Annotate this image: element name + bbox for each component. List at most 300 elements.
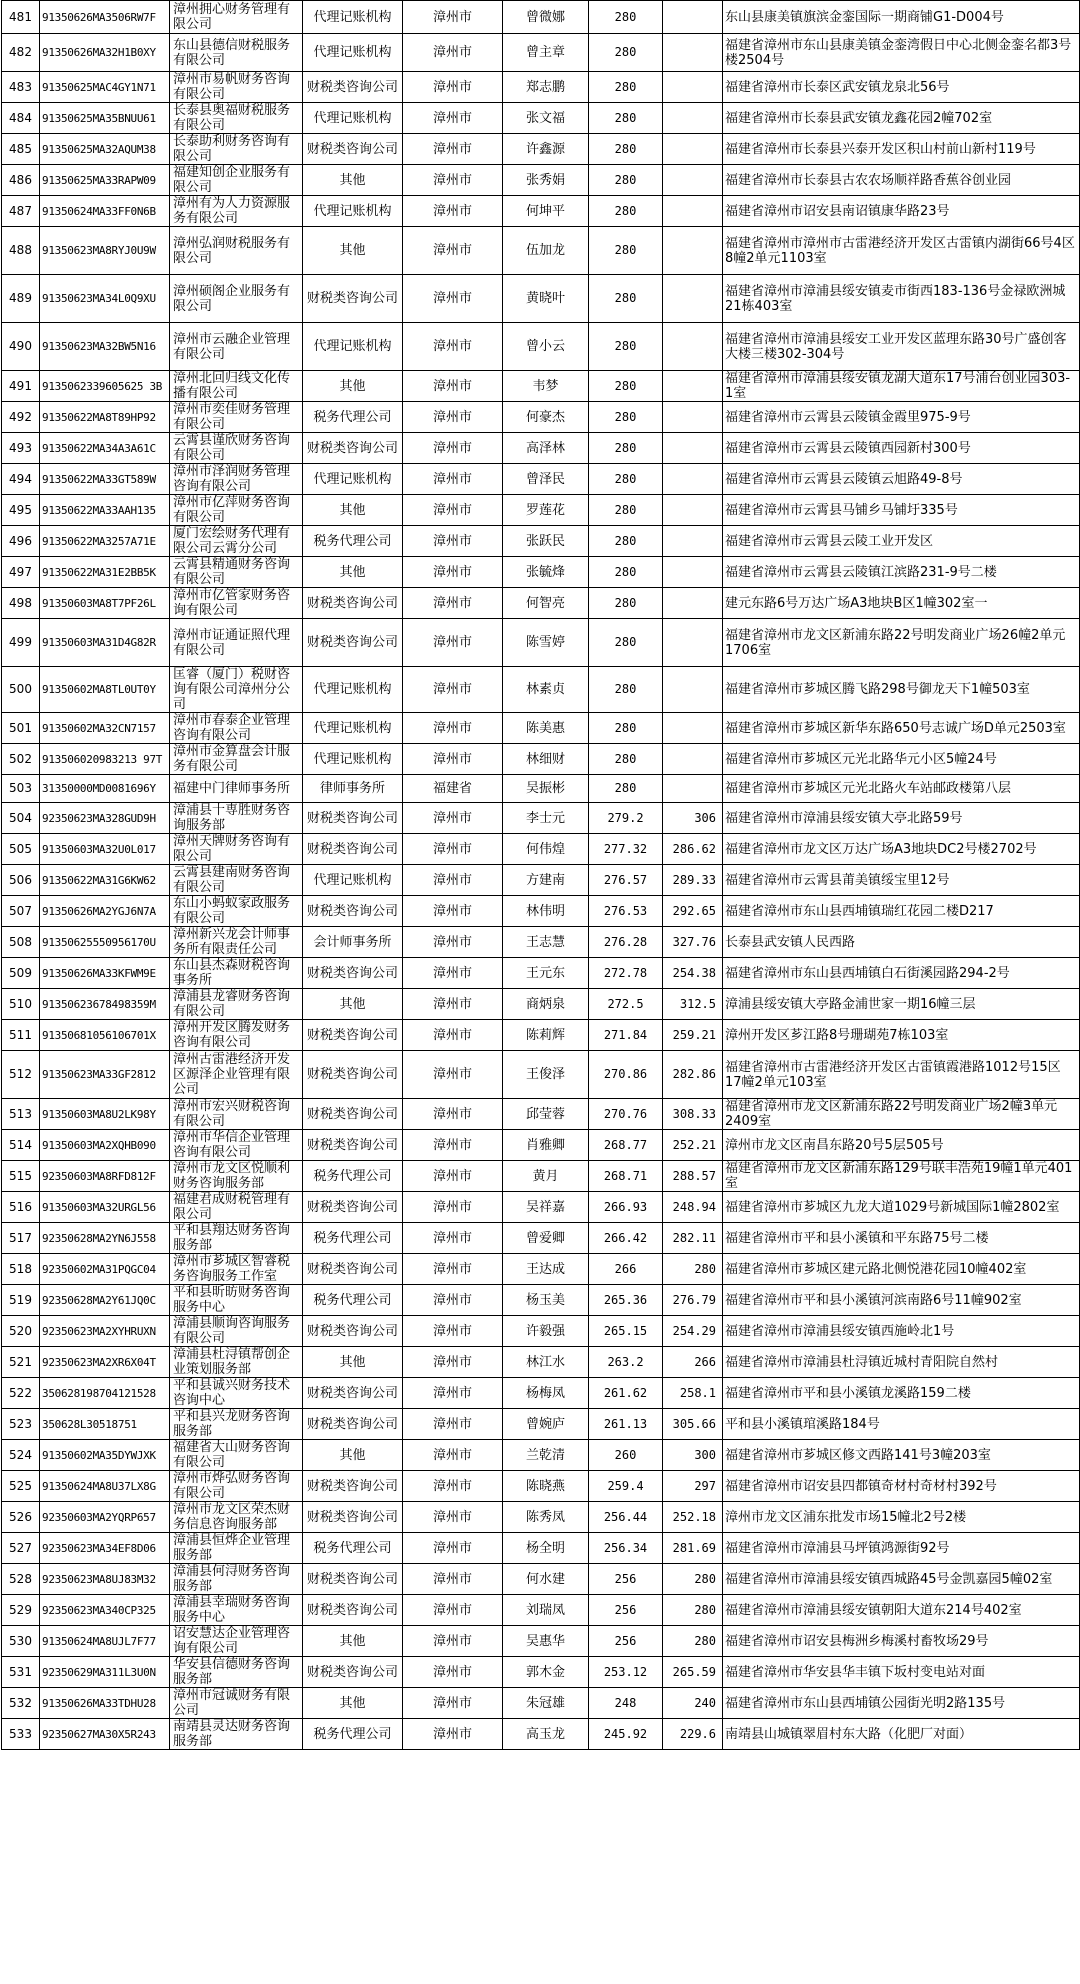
company-name-cell: 福建君成财税管理有限公司: [170, 1192, 303, 1223]
table-row: [2, 1657, 1080, 1688]
contact-person-cell: 王元东: [503, 958, 589, 989]
city-cell: 漳州市: [403, 896, 503, 927]
score-1-cell: 270.76: [589, 1099, 663, 1130]
row-number-cell: 511: [2, 1020, 40, 1051]
row-number-cell: 490: [2, 323, 40, 371]
row-number-cell: 530: [2, 1626, 40, 1657]
credit-code-cell: 91350624MA8U37LX8G: [40, 1471, 170, 1502]
address-cell: 福建省漳州市东山县康美镇金銮湾假日中心北侧金銮名都3号楼2504号: [723, 34, 1080, 72]
address-cell: 福建省漳州市长泰县古农农场顺祥路香蕉谷创业园: [723, 165, 1080, 196]
score-2-cell: 292.65: [663, 896, 723, 927]
contact-person-cell: 曾小云: [503, 323, 589, 371]
score-1-cell: 265.15: [589, 1316, 663, 1347]
agency-type-cell: 代理记账机构: [303, 323, 403, 371]
company-name-cell: 漳州新兴龙会计师事务所有限责任公司: [170, 927, 303, 958]
row-number-cell: 528: [2, 1564, 40, 1595]
score-1-cell: 280: [589, 165, 663, 196]
address-cell: 福建省漳州市漳浦县绥安镇西施岭北1号: [723, 1316, 1080, 1347]
row-number-cell: 498: [2, 588, 40, 619]
agency-type-cell: 其他: [303, 989, 403, 1020]
city-cell: 漳州市: [403, 1440, 503, 1471]
score-2-cell: 286.62: [663, 834, 723, 865]
city-cell: 漳州市: [403, 557, 503, 588]
credit-code-cell: 91350622MA31G6KW62: [40, 865, 170, 896]
agency-type-cell: 税务代理公司: [303, 1533, 403, 1564]
company-name-cell: 漳州市亿萍财务咨询有限公司: [170, 495, 303, 526]
address-cell: 福建省漳州市云霄县云陵镇云旭路49-8号: [723, 464, 1080, 495]
credit-code-cell: 92350603MA2YQRP657: [40, 1502, 170, 1533]
row-number-cell: 532: [2, 1688, 40, 1719]
address-cell: 福建省漳州市芗城区元光北路华元小区5幢24号: [723, 744, 1080, 775]
score-1-cell: 276.57: [589, 865, 663, 896]
credit-code-cell: 91350681056106701X: [40, 1020, 170, 1051]
row-number-cell: 488: [2, 227, 40, 275]
company-name-cell: 漳州市证通证照代理有限公司: [170, 619, 303, 667]
company-name-cell: 漳州市易帆财务咨询有限公司: [170, 72, 303, 103]
contact-person-cell: 曾泽民: [503, 464, 589, 495]
city-cell: 漳州市: [403, 1316, 503, 1347]
score-2-cell: 297: [663, 1471, 723, 1502]
credit-code-cell: 91350603MA31D4G82R: [40, 619, 170, 667]
contact-person-cell: 韦梦: [503, 371, 589, 402]
contact-person-cell: 张秀娟: [503, 165, 589, 196]
score-2-cell: 282.86: [663, 1051, 723, 1099]
city-cell: 漳州市: [403, 1626, 503, 1657]
city-cell: 漳州市: [403, 1099, 503, 1130]
contact-person-cell: 吴惠华: [503, 1626, 589, 1657]
address-cell: 福建省漳州市漳浦县绥安镇麦市街西183-136号金禄欧洲城21栋403室: [723, 275, 1080, 323]
credit-code-cell: 9135062339605625 3B: [40, 371, 170, 402]
score-1-cell: 272.5: [589, 989, 663, 1020]
city-cell: 漳州市: [403, 1533, 503, 1564]
city-cell: 漳州市: [403, 1347, 503, 1378]
score-1-cell: 280: [589, 433, 663, 464]
credit-code-cell: 91350625MA35BNUU61: [40, 103, 170, 134]
city-cell: 漳州市: [403, 588, 503, 619]
company-name-cell: 漳州市龙文区荣杰财务信息咨询服务部: [170, 1502, 303, 1533]
table-row: [2, 134, 1080, 165]
agency-type-cell: 代理记账机构: [303, 103, 403, 134]
score-1-cell: 272.78: [589, 958, 663, 989]
company-name-cell: 东山县杰森财税咨询事务所: [170, 958, 303, 989]
contact-person-cell: 陈美惠: [503, 713, 589, 744]
score-1-cell: 277.32: [589, 834, 663, 865]
credit-code-cell: 91350625MA33RAPW09: [40, 165, 170, 196]
score-1-cell: 280: [589, 526, 663, 557]
credit-code-cell: 92350623MA34EF8D06: [40, 1533, 170, 1564]
company-name-cell: 云霄县精通财务咨询有限公司: [170, 557, 303, 588]
contact-person-cell: 林伟明: [503, 896, 589, 927]
agency-type-cell: 代理记账机构: [303, 34, 403, 72]
contact-person-cell: 许鑫源: [503, 134, 589, 165]
agency-type-cell: 代理记账机构: [303, 667, 403, 713]
row-number-cell: 520: [2, 1316, 40, 1347]
company-name-cell: 平和县翔达财务咨询服务部: [170, 1223, 303, 1254]
score-1-cell: 280: [589, 619, 663, 667]
company-name-cell: 福建中门律师事务所: [170, 775, 303, 803]
address-cell: 福建省漳州市漳浦县绥安镇朝阳大道东214号402室: [723, 1595, 1080, 1626]
score-1-cell: 256: [589, 1564, 663, 1595]
table-row: [2, 1688, 1080, 1719]
row-number-cell: 521: [2, 1347, 40, 1378]
credit-code-cell: 92350602MA31PQGC04: [40, 1254, 170, 1285]
score-2-cell: 281.69: [663, 1533, 723, 1564]
score-1-cell: 259.4: [589, 1471, 663, 1502]
company-name-cell: 漳浦县幸瑞财务咨询服务中心: [170, 1595, 303, 1626]
row-number-cell: 508: [2, 927, 40, 958]
contact-person-cell: 王志慧: [503, 927, 589, 958]
company-name-cell: 东山小蚂蚁家政服务有限公司: [170, 896, 303, 927]
agency-type-cell: 代理记账机构: [303, 865, 403, 896]
score-2-cell: 276.79: [663, 1285, 723, 1316]
score-2-cell: 259.21: [663, 1020, 723, 1051]
city-cell: 漳州市: [403, 1020, 503, 1051]
agency-type-cell: 税务代理公司: [303, 526, 403, 557]
row-number-cell: 517: [2, 1223, 40, 1254]
score-1-cell: 268.77: [589, 1130, 663, 1161]
table-row: [2, 1254, 1080, 1285]
company-name-cell: 漳州古雷港经济开发区源泽企业管理有限公司: [170, 1051, 303, 1099]
row-number-cell: 514: [2, 1130, 40, 1161]
score-1-cell: 280: [589, 667, 663, 713]
agency-type-cell: 财税类咨询公司: [303, 1595, 403, 1626]
agency-type-cell: 其他: [303, 1440, 403, 1471]
table-row: [2, 1502, 1080, 1533]
credit-code-cell: 91350626MA3506RW7F: [40, 1, 170, 34]
row-number-cell: 486: [2, 165, 40, 196]
table-row: [2, 803, 1080, 834]
address-cell: 福建省漳州市云霄县云陵镇江滨路231-9号二楼: [723, 557, 1080, 588]
agency-type-cell: 其他: [303, 371, 403, 402]
credit-code-cell: 91350624MA33FF0N6B: [40, 196, 170, 227]
city-cell: 漳州市: [403, 803, 503, 834]
contact-person-cell: 林江水: [503, 1347, 589, 1378]
company-name-cell: 漳浦县何浔财务咨询服务部: [170, 1564, 303, 1595]
row-number-cell: 510: [2, 989, 40, 1020]
address-cell: 福建省漳州市东山县西埔镇瑞红花园二楼D217: [723, 896, 1080, 927]
city-cell: 漳州市: [403, 103, 503, 134]
credit-code-cell: 91350625MAC4GY1N71: [40, 72, 170, 103]
contact-person-cell: 高泽林: [503, 433, 589, 464]
company-name-cell: 漳浦县恒烨企业管理服务部: [170, 1533, 303, 1564]
city-cell: 漳州市: [403, 834, 503, 865]
company-name-cell: 长泰县奥福财税服务有限公司: [170, 103, 303, 134]
credit-code-cell: 91350603MA32U0L017: [40, 834, 170, 865]
table-row: [2, 1130, 1080, 1161]
agency-type-cell: 财税类咨询公司: [303, 588, 403, 619]
company-name-cell: 漳州市云融企业管理有限公司: [170, 323, 303, 371]
contact-person-cell: 郭木金: [503, 1657, 589, 1688]
score-1-cell: 276.53: [589, 896, 663, 927]
company-name-cell: 漳浦县十専胜财务咨询服务部: [170, 803, 303, 834]
row-number-cell: 533: [2, 1719, 40, 1750]
score-2-cell: 305.66: [663, 1409, 723, 1440]
score-2-cell: 300: [663, 1440, 723, 1471]
score-1-cell: 260: [589, 1440, 663, 1471]
city-cell: 漳州市: [403, 713, 503, 744]
score-2-cell: 254.38: [663, 958, 723, 989]
company-name-cell: 云霄县谨欣财务咨询有限公司: [170, 433, 303, 464]
score-1-cell: 268.71: [589, 1161, 663, 1192]
address-cell: 福建省漳州市华安县华丰镇下坂村变电站对面: [723, 1657, 1080, 1688]
row-number-cell: 497: [2, 557, 40, 588]
table-row: [2, 402, 1080, 433]
city-cell: 漳州市: [403, 495, 503, 526]
score-2-cell: [663, 667, 723, 713]
table-row: [2, 1440, 1080, 1471]
row-number-cell: 509: [2, 958, 40, 989]
agency-type-cell: 财税类咨询公司: [303, 619, 403, 667]
row-number-cell: 501: [2, 713, 40, 744]
score-1-cell: 266.42: [589, 1223, 663, 1254]
score-1-cell: 280: [589, 34, 663, 72]
company-name-cell: 漳州开发区腾发财务咨询有限公司: [170, 1020, 303, 1051]
agency-type-cell: 会计师事务所: [303, 927, 403, 958]
score-1-cell: 280: [589, 72, 663, 103]
score-2-cell: [663, 34, 723, 72]
row-number-cell: 496: [2, 526, 40, 557]
score-1-cell: 261.62: [589, 1378, 663, 1409]
address-cell: 福建省漳州市芗城区建元路北侧悦港花园10幢402室: [723, 1254, 1080, 1285]
address-cell: 福建省漳州市漳浦县杜浔镇近城村青阳院自然村: [723, 1347, 1080, 1378]
score-1-cell: 280: [589, 713, 663, 744]
row-number-cell: 522: [2, 1378, 40, 1409]
agency-type-cell: 税务代理公司: [303, 402, 403, 433]
table-row: [2, 1471, 1080, 1502]
address-cell: 平和县小溪镇琯溪路184号: [723, 1409, 1080, 1440]
address-cell: 福建省漳州市平和县小溪镇河滨南路6号11幢902室: [723, 1285, 1080, 1316]
row-number-cell: 506: [2, 865, 40, 896]
credit-code-cell: 91350603MA2XQHB090: [40, 1130, 170, 1161]
table-row: [2, 1564, 1080, 1595]
contact-person-cell: 曾主章: [503, 34, 589, 72]
address-cell: 福建省漳州市漳浦县绥安镇大亭北路59号: [723, 803, 1080, 834]
contact-person-cell: 杨梅凤: [503, 1378, 589, 1409]
agency-type-cell: 财税类咨询公司: [303, 1409, 403, 1440]
contact-person-cell: 方建南: [503, 865, 589, 896]
row-number-cell: 495: [2, 495, 40, 526]
table-row: [2, 323, 1080, 371]
row-number-cell: 481: [2, 1, 40, 34]
row-number-cell: 502: [2, 744, 40, 775]
agency-type-cell: 税务代理公司: [303, 1161, 403, 1192]
company-name-cell: 福建知创企业服务有限公司: [170, 165, 303, 196]
address-cell: 福建省漳州市龙文区万达广场A3地块DC2号楼2702号: [723, 834, 1080, 865]
row-number-cell: 516: [2, 1192, 40, 1223]
table-row: [2, 103, 1080, 134]
agency-type-cell: 财税类咨询公司: [303, 958, 403, 989]
contact-person-cell: 曾微娜: [503, 1, 589, 34]
score-2-cell: [663, 588, 723, 619]
score-1-cell: 256.44: [589, 1502, 663, 1533]
credit-code-cell: 913506020983213 97T: [40, 744, 170, 775]
agency-type-cell: 财税类咨询公司: [303, 275, 403, 323]
score-2-cell: 327.76: [663, 927, 723, 958]
table-row: [2, 1719, 1080, 1750]
row-number-cell: 485: [2, 134, 40, 165]
agency-type-cell: 税务代理公司: [303, 1719, 403, 1750]
score-2-cell: 252.18: [663, 1502, 723, 1533]
agency-type-cell: 财税类咨询公司: [303, 1378, 403, 1409]
contact-person-cell: 许毅强: [503, 1316, 589, 1347]
credit-code-cell: 91350622MA8T89HP92: [40, 402, 170, 433]
company-name-cell: 漳州市亿管家财务咨询有限公司: [170, 588, 303, 619]
city-cell: 漳州市: [403, 72, 503, 103]
agency-type-cell: 财税类咨询公司: [303, 1254, 403, 1285]
agency-type-cell: 财税类咨询公司: [303, 1657, 403, 1688]
row-number-cell: 525: [2, 1471, 40, 1502]
city-cell: 漳州市: [403, 526, 503, 557]
credit-code-cell: 91350626MA2YGJ6N7A: [40, 896, 170, 927]
city-cell: 漳州市: [403, 989, 503, 1020]
address-cell: 漳浦县绥安镇大亭路金浦世家一期16幢三层: [723, 989, 1080, 1020]
credit-code-cell: 91350626MA33TDHU28: [40, 1688, 170, 1719]
credit-code-cell: 91350623MA32BW5N16: [40, 323, 170, 371]
score-1-cell: 280: [589, 402, 663, 433]
table-row: [2, 72, 1080, 103]
table-row: [2, 464, 1080, 495]
score-2-cell: 266: [663, 1347, 723, 1378]
company-name-cell: 厦门宏绘财务代理有限公司云霄分公司: [170, 526, 303, 557]
score-1-cell: 280: [589, 196, 663, 227]
row-number-cell: 519: [2, 1285, 40, 1316]
city-cell: 漳州市: [403, 1051, 503, 1099]
score-1-cell: 280: [589, 103, 663, 134]
score-1-cell: 280: [589, 371, 663, 402]
city-cell: 漳州市: [403, 371, 503, 402]
score-2-cell: 280: [663, 1595, 723, 1626]
company-name-cell: 漳州市金算盘会计服务有限公司: [170, 744, 303, 775]
address-cell: 福建省漳州市诏安县四都镇奇材村奇材村392号: [723, 1471, 1080, 1502]
score-2-cell: [663, 713, 723, 744]
agency-type-cell: 其他: [303, 1626, 403, 1657]
address-cell: 福建省漳州市龙文区新浦东路129号联丰浩苑19幢1单元401室: [723, 1161, 1080, 1192]
company-name-cell: 漳州市龙文区悦顺利财务咨询服务部: [170, 1161, 303, 1192]
agency-type-cell: 其他: [303, 495, 403, 526]
city-cell: 漳州市: [403, 1657, 503, 1688]
row-number-cell: 526: [2, 1502, 40, 1533]
table-row: [2, 371, 1080, 402]
score-2-cell: [663, 402, 723, 433]
contact-person-cell: 郑志鹏: [503, 72, 589, 103]
company-name-cell: 漳州市泽润财务管理咨询有限公司: [170, 464, 303, 495]
score-2-cell: [663, 495, 723, 526]
score-1-cell: 280: [589, 775, 663, 803]
table-row: [2, 958, 1080, 989]
table-row: [2, 1378, 1080, 1409]
city-cell: 漳州市: [403, 1688, 503, 1719]
contact-person-cell: 伍加龙: [503, 227, 589, 275]
address-cell: 福建省漳州市东山县西埔镇白石街溪园路294-2号: [723, 958, 1080, 989]
agency-type-cell: 财税类咨询公司: [303, 1130, 403, 1161]
city-cell: 漳州市: [403, 619, 503, 667]
contact-person-cell: 何水建: [503, 1564, 589, 1595]
row-number-cell: 524: [2, 1440, 40, 1471]
score-2-cell: [663, 1, 723, 34]
row-number-cell: 507: [2, 896, 40, 927]
row-number-cell: 527: [2, 1533, 40, 1564]
address-cell: 南靖县山城镇翠眉村东大路（化肥厂对面）: [723, 1719, 1080, 1750]
address-cell: 福建省漳州市云霄县云陵工业开发区: [723, 526, 1080, 557]
score-1-cell: 280: [589, 134, 663, 165]
score-1-cell: 248: [589, 1688, 663, 1719]
agency-type-cell: 财税类咨询公司: [303, 1564, 403, 1595]
credit-code-cell: 91350622MA34A3A61C: [40, 433, 170, 464]
credit-code-cell: 92350603MA8RFD812F: [40, 1161, 170, 1192]
table-row: [2, 896, 1080, 927]
agency-type-cell: 财税类咨询公司: [303, 1020, 403, 1051]
address-cell: 福建省漳州市漳浦县马坪镇鸿源街92号: [723, 1533, 1080, 1564]
agency-type-cell: 财税类咨询公司: [303, 1316, 403, 1347]
score-1-cell: 245.92: [589, 1719, 663, 1750]
score-1-cell: 276.28: [589, 927, 663, 958]
company-name-cell: 漳州市烨弘财务咨询有限公司: [170, 1471, 303, 1502]
score-1-cell: 256: [589, 1626, 663, 1657]
address-cell: 福建省漳州市漳州市古雷港经济开发区古雷镇内湖街66号4区8幢2单元1103室: [723, 227, 1080, 275]
score-1-cell: 265.36: [589, 1285, 663, 1316]
city-cell: 漳州市: [403, 1719, 503, 1750]
row-number-cell: 491: [2, 371, 40, 402]
city-cell: 漳州市: [403, 275, 503, 323]
contact-person-cell: 陈秀凤: [503, 1502, 589, 1533]
city-cell: 漳州市: [403, 1130, 503, 1161]
city-cell: 漳州市: [403, 464, 503, 495]
score-2-cell: [663, 526, 723, 557]
score-2-cell: [663, 371, 723, 402]
city-cell: 漳州市: [403, 433, 503, 464]
score-1-cell: 280: [589, 275, 663, 323]
contact-person-cell: 商炳泉: [503, 989, 589, 1020]
table-row: [2, 834, 1080, 865]
table-row: [2, 1161, 1080, 1192]
city-cell: 漳州市: [403, 1564, 503, 1595]
score-2-cell: 280: [663, 1564, 723, 1595]
agency-type-cell: 代理记账机构: [303, 1, 403, 34]
city-cell: 漳州市: [403, 1471, 503, 1502]
agency-type-cell: 律师事务所: [303, 775, 403, 803]
city-cell: 漳州市: [403, 1223, 503, 1254]
tax-agency-table: [1, 0, 1080, 1750]
table-row: [2, 713, 1080, 744]
contact-person-cell: 朱冠雄: [503, 1688, 589, 1719]
score-2-cell: [663, 323, 723, 371]
address-cell: 东山县康美镇旗滨金銮国际一期商铺G1-D004号: [723, 1, 1080, 34]
agency-type-cell: 代理记账机构: [303, 464, 403, 495]
contact-person-cell: 肖雅卿: [503, 1130, 589, 1161]
score-1-cell: 280: [589, 495, 663, 526]
score-1-cell: 280: [589, 464, 663, 495]
company-name-cell: 漳州拥心财务管理有限公司: [170, 1, 303, 34]
score-2-cell: 248.94: [663, 1192, 723, 1223]
row-number-cell: 500: [2, 667, 40, 713]
credit-code-cell: 91350623MA34L0Q9XU: [40, 275, 170, 323]
score-2-cell: 282.11: [663, 1223, 723, 1254]
address-cell: 福建省漳州市长泰县兴泰开发区积山村前山新村119号: [723, 134, 1080, 165]
score-2-cell: 265.59: [663, 1657, 723, 1688]
agency-type-cell: 财税类咨询公司: [303, 72, 403, 103]
company-name-cell: 漳浦县龙睿财务咨询有限公司: [170, 989, 303, 1020]
agency-type-cell: 财税类咨询公司: [303, 433, 403, 464]
score-2-cell: [663, 103, 723, 134]
company-name-cell: 漳州市宏兴财税咨询有限公司: [170, 1099, 303, 1130]
address-cell: 福建省漳州市诏安县南诏镇康华路23号: [723, 196, 1080, 227]
company-name-cell: 漳州北回归线文化传播有限公司: [170, 371, 303, 402]
contact-person-cell: 林素贞: [503, 667, 589, 713]
address-cell: 福建省漳州市云霄县马铺乡马铺圩335号: [723, 495, 1080, 526]
address-cell: 建元东路6号万达广场A3地块B区1幢302室一: [723, 588, 1080, 619]
credit-code-cell: 91350603MA8T7PF26L: [40, 588, 170, 619]
contact-person-cell: 李士元: [503, 803, 589, 834]
